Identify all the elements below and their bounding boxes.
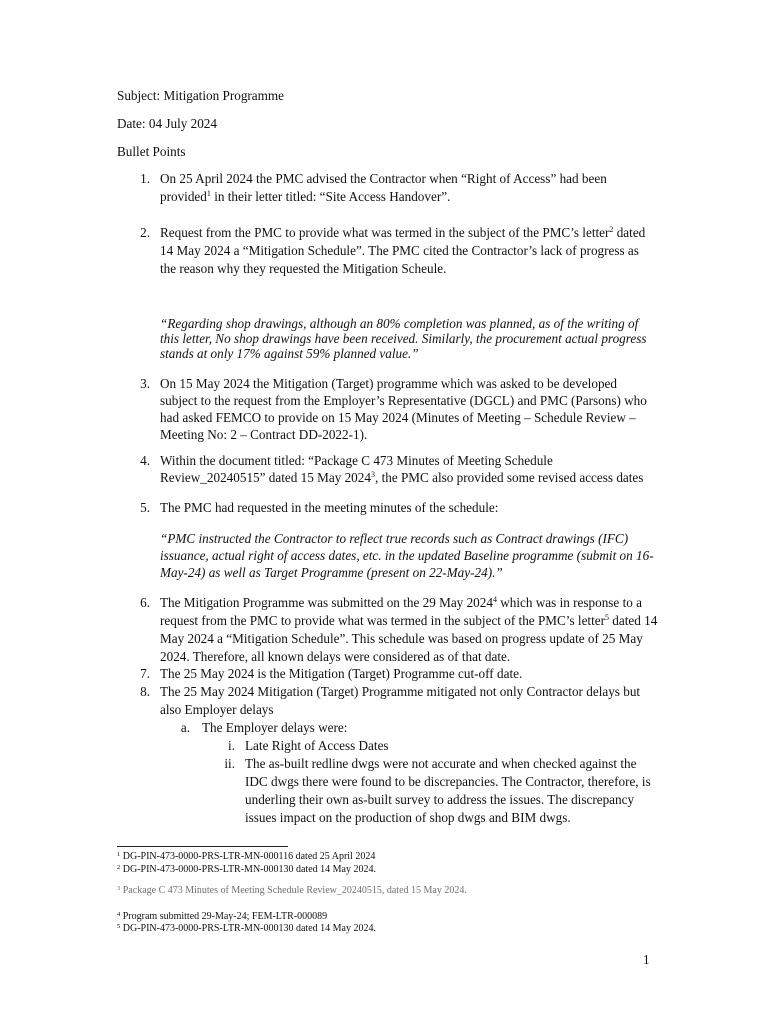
quote-text: “PMC instructed the Contractor to reflect true records such as Contract drawings (IFC) xyxy=(160,531,629,546)
list-number: 8. xyxy=(140,684,150,699)
list-item-text: The 25 May 2024 is the Mitigation (Target) Programme cut-off date. xyxy=(160,666,523,681)
footnote-separator xyxy=(117,846,288,847)
list-item-text: On 15 May 2024 the Mitigation (Target) programme which was asked to be developed xyxy=(160,376,617,391)
footnote: $^2$ DG-PIN-473-0000-PRS-LTR-MN-000130 dated 14 May 2024. xyxy=(117,864,376,875)
list-item-text: request from the PMC to provide what was termed in the subject of the PMC’s letter$^5$ dated 14 xyxy=(160,613,658,628)
list-item-text: On 25 April 2024 the PMC advised the Contractor when “Right of Access” had been xyxy=(160,171,607,186)
list-item-text: also Employer delays xyxy=(160,702,274,717)
list-number: 7. xyxy=(140,666,150,681)
list-item-text: provided$^1$ in their letter titled: “Site Access Handover”. xyxy=(160,189,451,204)
subsublist-numeral: i. xyxy=(228,738,235,753)
footnote-ref: 1 xyxy=(206,189,211,198)
sublist-letter: a. xyxy=(180,720,190,735)
footnote: $^4$ Program submitted 29-May-24; FEM-LTR-000089 xyxy=(117,911,328,922)
quote-text: stands at only 17% against 59% planned value.” xyxy=(160,346,419,361)
page-number: 1 xyxy=(643,952,650,967)
section-heading: Bullet Points xyxy=(117,144,186,159)
footnote-ref: 3 xyxy=(370,470,375,479)
list-item-text: had asked FEMCO to provide on 15 May 2024 (Minutes of Meeting – Schedule Review – xyxy=(160,410,636,425)
list-item-text: subject to the request from the Employer’s Representative (DGCL) and PMC (Parsons) who xyxy=(160,393,647,408)
list-item-text: 2024. Therefore, all known delays were considered as of that date. xyxy=(160,649,511,664)
list-item-text: The Mitigation Programme was submitted on the 29 May 2024$^4$ which was in response to a xyxy=(160,595,642,610)
subsublist-text: The as-built redline dwgs were not accurate and when checked against the xyxy=(245,756,637,771)
list-item-text: The 25 May 2024 Mitigation (Target) Programme mitigated not only Contractor delays but xyxy=(160,684,641,699)
quote-text: issuance, actual right of access dates, etc. in the updated Baseline programme (submit on 16- xyxy=(160,548,654,563)
footnote-ref: 5 xyxy=(605,613,609,622)
quote-text: this letter, No shop drawings have been received. Similarly, the procurement actual progress xyxy=(160,331,647,346)
footnote-ref: 2 xyxy=(609,225,614,234)
list-item-text: Meeting No: 2 – Contract DD-2022-1). xyxy=(160,427,368,442)
subsublist-text: issues impact on the production of shop dwgs and BIM dwgs. xyxy=(245,810,571,825)
footnote: $^1$ DG-PIN-473-0000-PRS-LTR-MN-000116 dated 25 April 2024 xyxy=(117,851,376,862)
list-item-text: The PMC had requested in the meeting minutes of the schedule: xyxy=(160,500,499,515)
list-item-text: Request from the PMC to provide what was termed in the subject of the PMC’s letter$^2$ dated xyxy=(160,225,646,240)
quote-text: “Regarding shop drawings, although an 80% completion was planned, as of the writing of xyxy=(160,316,639,331)
list-number: 1. xyxy=(140,171,150,186)
sublist-text: The Employer delays were: xyxy=(202,720,348,735)
list-item-text: May 2024 a “Mitigation Schedule”. This schedule was based on progress update of 25 May xyxy=(160,631,643,646)
list-number: 3. xyxy=(140,376,150,391)
list-number: 2. xyxy=(140,225,150,240)
footnote: $^3$ Package C 473 Minutes of Meeting Schedule Review_20240515, dated 15 May 2024. xyxy=(117,885,467,896)
subject-line: Subject: Mitigation Programme xyxy=(117,88,285,103)
list-item-text: the reason why they requested the Mitigation Scheule. xyxy=(160,261,447,276)
list-item-text: Within the document titled: “Package C 473 Minutes of Meeting Schedule xyxy=(160,453,553,468)
quote-text: May-24) as well as Target Programme (present on 22-May-24).” xyxy=(160,565,503,580)
footnote: $^5$ DG-PIN-473-0000-PRS-LTR-MN-000130 dated 14 May 2024. xyxy=(117,923,376,934)
subsublist-text: underling their own as-built survey to address the issues. The discrepancy xyxy=(245,792,635,807)
list-item-text: 14 May 2024 a “Mitigation Schedule”. The PMC cited the Contractor’s lack of progress as xyxy=(160,243,639,258)
date-line: Date: 04 July 2024 xyxy=(117,116,217,131)
footnote-ref: 4 xyxy=(492,595,497,604)
list-number: 5. xyxy=(140,500,150,515)
list-number: 4. xyxy=(140,453,150,468)
subsublist-numeral: ii. xyxy=(224,756,235,771)
subsublist-text: Late Right of Access Dates xyxy=(245,738,389,753)
subsublist-text: IDC dwgs there were found to be discrepancies. The Contractor, therefore, is xyxy=(245,774,651,789)
list-item-text: Review_20240515” dated 15 May 2024$^3$, the PMC also provided some revised access dates xyxy=(160,470,644,485)
list-number: 6. xyxy=(140,595,150,610)
